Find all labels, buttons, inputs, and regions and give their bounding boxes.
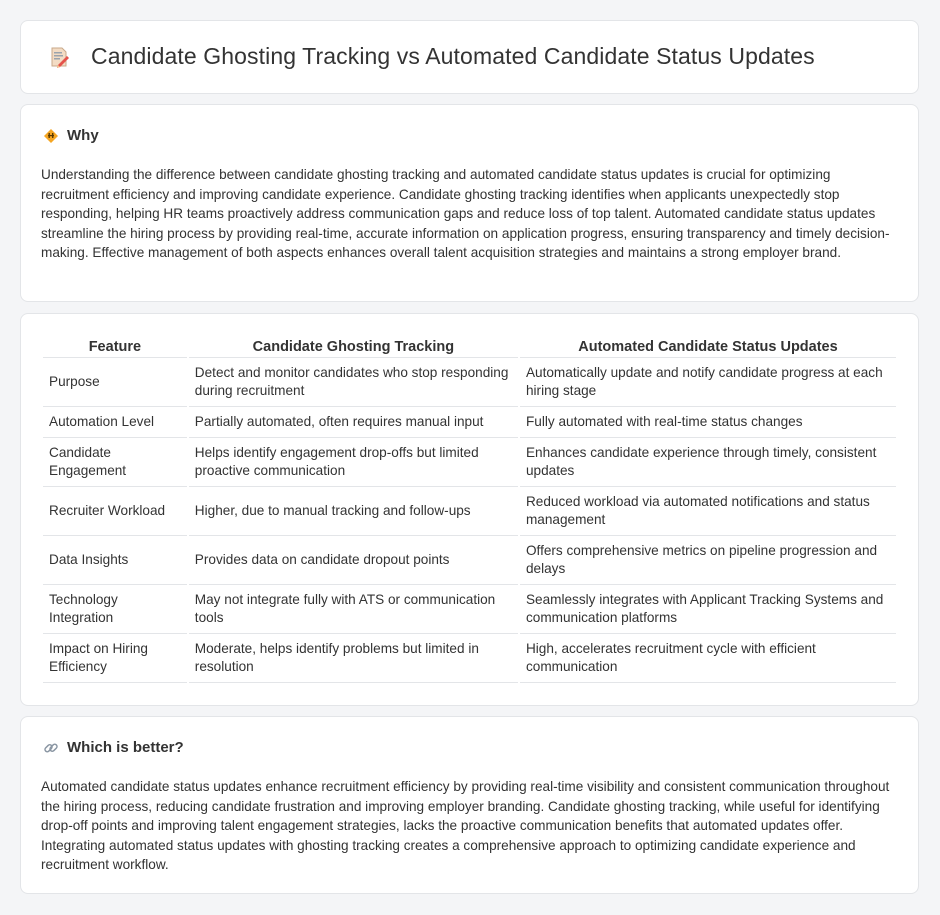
why-heading-row — [43, 127, 99, 144]
memo-pencil-icon — [47, 45, 71, 69]
table-row — [43, 407, 896, 438]
ghosting-cell: Higher, due to manual tracking and follow-ups — [189, 487, 518, 536]
why-heading: Why — [67, 127, 99, 144]
table-row — [43, 634, 896, 683]
automated-cell: Enhances candidate experience through timely, consistent updates — [520, 438, 896, 487]
feature-cell: Recruiter Workload — [43, 487, 187, 536]
automated-cell: High, accelerates recruitment cycle with efficient communication — [520, 634, 896, 683]
header-automated: Automated Candidate Status Updates — [520, 334, 896, 358]
automated-cell: Fully automated with real-time status changes — [520, 407, 896, 438]
automated-cell: Seamlessly integrates with Applicant Tracking Systems and communication platforms — [520, 585, 896, 634]
feature-cell: Automation Level — [43, 407, 187, 438]
feature-cell: Purpose — [43, 358, 187, 407]
feature-cell: Impact on Hiring Efficiency — [43, 634, 187, 683]
ghosting-cell: May not integrate fully with ATS or communication tools — [189, 585, 518, 634]
table-row — [43, 585, 896, 634]
ghosting-cell: Moderate, helps identify problems but limited in resolution — [189, 634, 518, 683]
table-row — [43, 487, 896, 536]
why-text: Understanding the difference between candidate ghosting tracking and automated candidate status updates is crucial for optimizing recruitment efficiency and improving candidate experience. Candidate ghosting tracking identifies when applicants unexpectedly stop responding, helping HR teams proactively address communication gaps and reduce loss of top talent. Automated candidate status updates streamline the hiring process by providing real-time, accurate information on application progress, ensuring transparency and timely decision-making. Effective management of both aspects enhances overall talent acquisition strategies and maintains a strong employer brand. — [41, 167, 890, 260]
better-section — [20, 716, 919, 894]
automated-cell: Reduced workload via automated notifications and status management — [520, 487, 896, 536]
ghosting-cell: Detect and monitor candidates who stop responding during recruitment — [189, 358, 518, 407]
header-feature: Feature — [43, 334, 187, 358]
comparison-section — [20, 313, 919, 706]
title-row — [47, 43, 815, 70]
header-ghosting: Candidate Ghosting Tracking — [189, 334, 518, 358]
why-section — [20, 104, 919, 302]
better-text: Automated candidate status updates enhance recruitment efficiency by providing real-time visibility and consistent communication throughout the hiring process, reducing candidate frustration and improving employer branding. Candidate ghosting tracking, while useful for identifying drop-off points and improving talent engagement strategies, lacks the proactive communication benefits that automated updates offer. Integrating automated status updates with ghosting tracking creates a comprehensive approach to optimizing candidate experience and recruitment workflow. — [41, 779, 890, 872]
feature-cell: Technology Integration — [43, 585, 187, 634]
better-heading: Which is better? — [67, 739, 184, 756]
link-icon — [43, 740, 59, 756]
title-card — [20, 20, 919, 94]
automated-cell: Offers comprehensive metrics on pipeline progression and delays — [520, 536, 896, 585]
ghosting-cell: Helps identify engagement drop-offs but limited proactive communication — [189, 438, 518, 487]
ghosting-cell: Provides data on candidate dropout points — [189, 536, 518, 585]
table-header-row — [43, 334, 896, 358]
diamond-warning-icon — [43, 128, 59, 144]
table-row — [43, 358, 896, 407]
ghosting-cell: Partially automated, often requires manual input — [189, 407, 518, 438]
automated-cell: Automatically update and notify candidate progress at each hiring stage — [520, 358, 896, 407]
comparison-table — [41, 334, 898, 683]
table-row — [43, 438, 896, 487]
better-heading-row — [43, 739, 184, 756]
feature-cell: Candidate Engagement — [43, 438, 187, 487]
page-title: Candidate Ghosting Tracking vs Automated Candidate Status Updates — [91, 43, 815, 69]
table-row — [43, 536, 896, 585]
feature-cell: Data Insights — [43, 536, 187, 585]
